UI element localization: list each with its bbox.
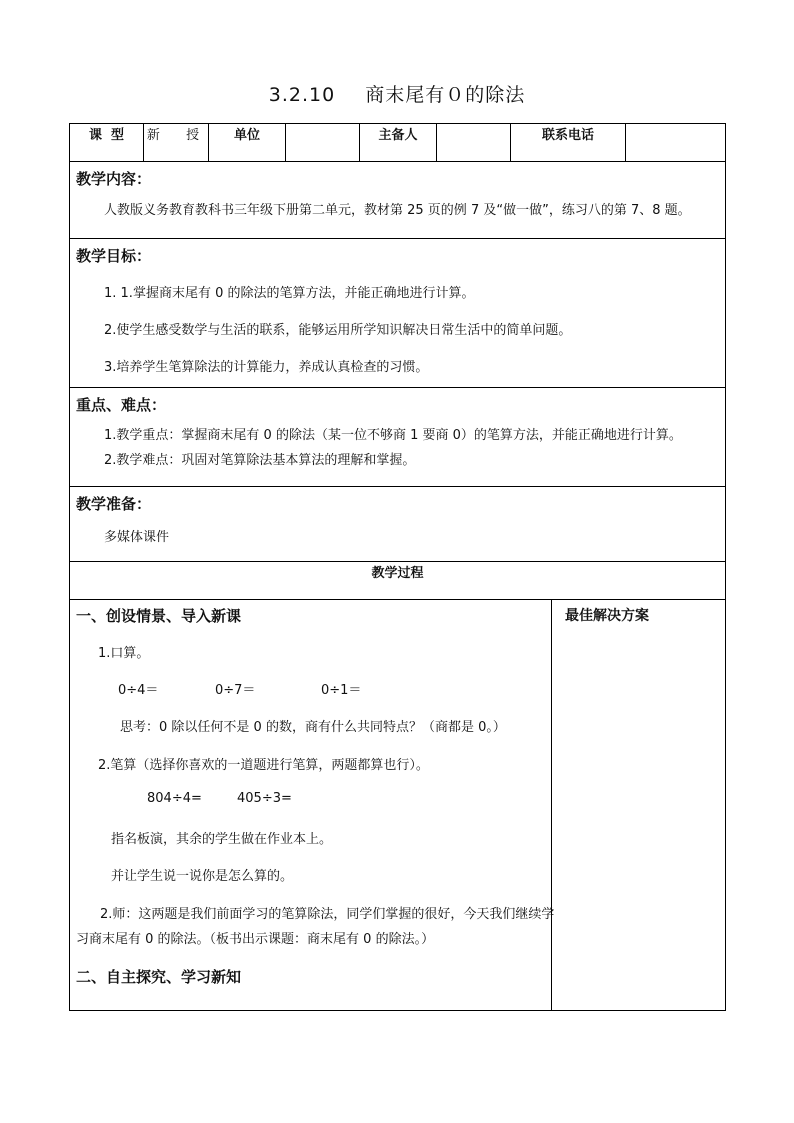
written-item-1: 804÷4=	[147, 791, 202, 806]
explain-instruction: 并让学生说一说你是怎么算的。	[111, 869, 294, 884]
lesson-plan-table	[69, 123, 726, 1011]
prep-heading: 教学准备：	[76, 495, 152, 513]
teacher-line-1: 2.师：这两题是我们前面学习的笔算除法，同学们掌握的很好，今天我们继续学	[100, 907, 555, 922]
process-body-row	[70, 600, 726, 1011]
process-side-cell	[552, 600, 726, 1011]
content-heading: 教学内容：	[76, 170, 152, 188]
keypoints-row	[70, 388, 726, 487]
phone-label: 联系电话	[511, 124, 626, 162]
preparer-label: 主备人	[360, 124, 437, 162]
think-question: 思考：0 除以任何不是 0 的数，商有什么共同特点？（商都是 0。）	[120, 720, 506, 735]
goals-heading: 教学目标：	[76, 247, 152, 265]
section1-heading: 一、创设情景、导入新课	[76, 607, 242, 625]
process-title-row	[70, 562, 726, 600]
written-item-2: 405÷3=	[237, 791, 292, 806]
goal-item-2: 2.使学生感受数学与生活的联系，能够运用所学知识解决日常生活中的简单问题。	[104, 323, 572, 338]
side-heading: 最佳解决方案	[565, 608, 649, 624]
teacher-line-2: 习商末尾有 0 的除法。（板书出示课题：商末尾有 0 的除法。）	[76, 932, 435, 947]
prep-row	[70, 487, 726, 562]
section2-heading: 二、自主探究、学习新知	[76, 968, 242, 986]
keypoint-item-1: 1.教学重点：掌握商末尾有 0 的除法（某一位不够商 1 要商 0）的笔算方法，并能正确地进行计算。	[104, 428, 682, 443]
keypoints-heading: 重点、难点：	[76, 396, 167, 414]
prep-text: 多媒体课件	[104, 530, 170, 545]
content-text: 人教版义务教育教科书三年级下册第二单元，教材第 25 页的例 7 及“做一做”，练习八的第 7、8 题。	[104, 203, 691, 218]
type-label: 课 型	[70, 124, 144, 162]
type-value: 新 授	[144, 124, 209, 162]
oral-item-2: 0÷7＝	[215, 683, 256, 698]
process-heading: 教学过程	[70, 562, 726, 600]
phone-value	[626, 124, 726, 162]
oral-item-3: 0÷1＝	[321, 683, 362, 698]
keypoint-item-2: 2.教学难点：巩固对笔算除法基本算法的理解和掌握。	[104, 453, 416, 468]
goal-item-1: 1. 1.掌握商末尾有 0 的除法的笔算方法，并能正确地进行计算。	[104, 286, 475, 301]
preparer-value	[437, 124, 511, 162]
header-row	[70, 124, 726, 162]
title-text: 商末尾有０的除法	[365, 84, 526, 106]
written-heading: 2.笔算（选择你喜欢的一道题进行笔算，两题都算也行）。	[98, 758, 429, 773]
process-main-cell	[70, 600, 555, 1011]
title-number: 3.2.10	[268, 84, 336, 106]
unit-label: 单位	[209, 124, 286, 162]
page-title	[0, 80, 794, 107]
oral-heading: 1.口算。	[98, 646, 150, 661]
unit-value	[286, 124, 360, 162]
board-instruction: 指名板演，其余的学生做在作业本上。	[111, 832, 333, 847]
goals-row	[70, 239, 726, 388]
content-row	[70, 162, 726, 239]
oral-item-1: 0÷4＝	[118, 683, 159, 698]
goal-item-3: 3.培养学生笔算除法的计算能力，养成认真检查的习惯。	[104, 360, 429, 375]
